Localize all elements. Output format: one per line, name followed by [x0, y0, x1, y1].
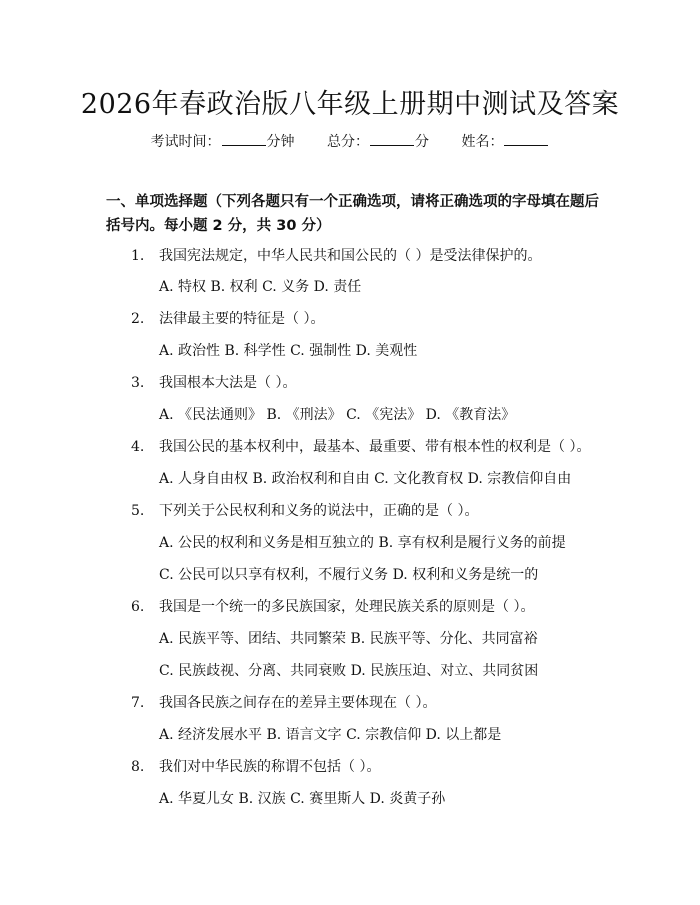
question-4: [131, 436, 590, 456]
question-text: 我国各民族之间存在的差异主要体现在（ ）。: [159, 695, 437, 711]
question-number: 5.: [131, 503, 145, 519]
question-number: 6.: [131, 599, 145, 615]
exam-title: 2026年春政治版八年级上册期中测试及答案: [80, 89, 620, 120]
question-5-options-line-1: A. 公民的权利和义务是相互独立的 B. 享有权利是履行义务的前提: [159, 535, 566, 551]
question-2: [131, 308, 324, 328]
student-name-field: [461, 134, 549, 150]
question-4-options: A. 人身自由权 B. 政治权利和自由 C. 文化教育权 D. 宗教信仰自由: [159, 471, 572, 487]
question-text: 我国根本大法是（ ）。: [159, 375, 297, 391]
exam-info-line: [0, 131, 700, 151]
question-number: 3.: [131, 375, 145, 391]
student-name-label: 姓名：: [461, 134, 504, 150]
question-number: 2.: [131, 311, 145, 327]
exam-time-unit: 分钟: [266, 134, 295, 150]
question-8: [131, 756, 380, 776]
question-7-options: A. 经济发展水平 B. 语言文字 C. 宗教信仰 D. 以上都是: [159, 727, 502, 743]
question-text: 下列关于公民权利和义务的说法中，正确的是（ ）。: [159, 503, 479, 519]
section-heading: 一、单项选择题（下列各题只有一个正确选项，请将正确选项的字母填在题后括号内。每小题 2 分，共 30 分）: [106, 194, 599, 234]
question-text: 我们对中华民族的称谓不包括（ ）。: [159, 759, 381, 775]
question-5-options-line-2: C. 公民可以只享有权利，不履行义务 D. 权利和义务是统一的: [159, 567, 539, 583]
question-1: [131, 245, 541, 265]
question-number: 4.: [131, 439, 145, 455]
question-number: 8.: [131, 759, 145, 775]
total-score-unit: 分: [415, 134, 429, 150]
question-6-options-line-1: A. 民族平等、团结、共同繁荣 B. 民族平等、分化、共同富裕: [159, 631, 538, 647]
question-number: 7.: [131, 695, 145, 711]
total-score-label: 总分：: [327, 134, 369, 150]
question-6: [131, 596, 534, 616]
question-text: 我国是一个统一的多民族国家，处理民族关系的原则是（ ）。: [159, 599, 535, 615]
question-number: 1.: [131, 248, 145, 264]
exam-time-field: [151, 134, 299, 150]
total-score-field: [327, 134, 433, 150]
question-6-options-line-2: C. 民族歧视、分离、共同衰败 D. 民族压迫、对立、共同贫困: [159, 663, 539, 679]
question-8-options: A. 华夏儿女 B. 汉族 C. 赛里斯人 D. 炎黄子孙: [159, 791, 446, 807]
student-name-blank: [504, 133, 548, 146]
question-text: 法律最主要的特征是（ ）。: [159, 311, 325, 327]
question-7: [131, 692, 436, 712]
question-5: [131, 500, 478, 520]
question-3: [131, 372, 296, 392]
question-text: 我国公民的基本权利中，最基本、最重要、带有根本性的权利是（ ）。: [159, 439, 591, 455]
exam-time-label: 考试时间：: [150, 134, 221, 150]
question-3-options: A. 《民法通则》 B. 《刑法》 C. 《宪法》 D. 《教育法》: [159, 407, 516, 423]
question-2-options: A. 政治性 B. 科学性 C. 强制性 D. 美观性: [159, 343, 418, 359]
question-1-options: A. 特权 B. 权利 C. 义务 D. 责任: [159, 279, 362, 295]
exam-time-blank: [222, 133, 266, 146]
total-score-blank: [370, 133, 414, 146]
question-text: 我国宪法规定，中华人民共和国公民的（ ）是受法律保护的。: [159, 248, 542, 264]
